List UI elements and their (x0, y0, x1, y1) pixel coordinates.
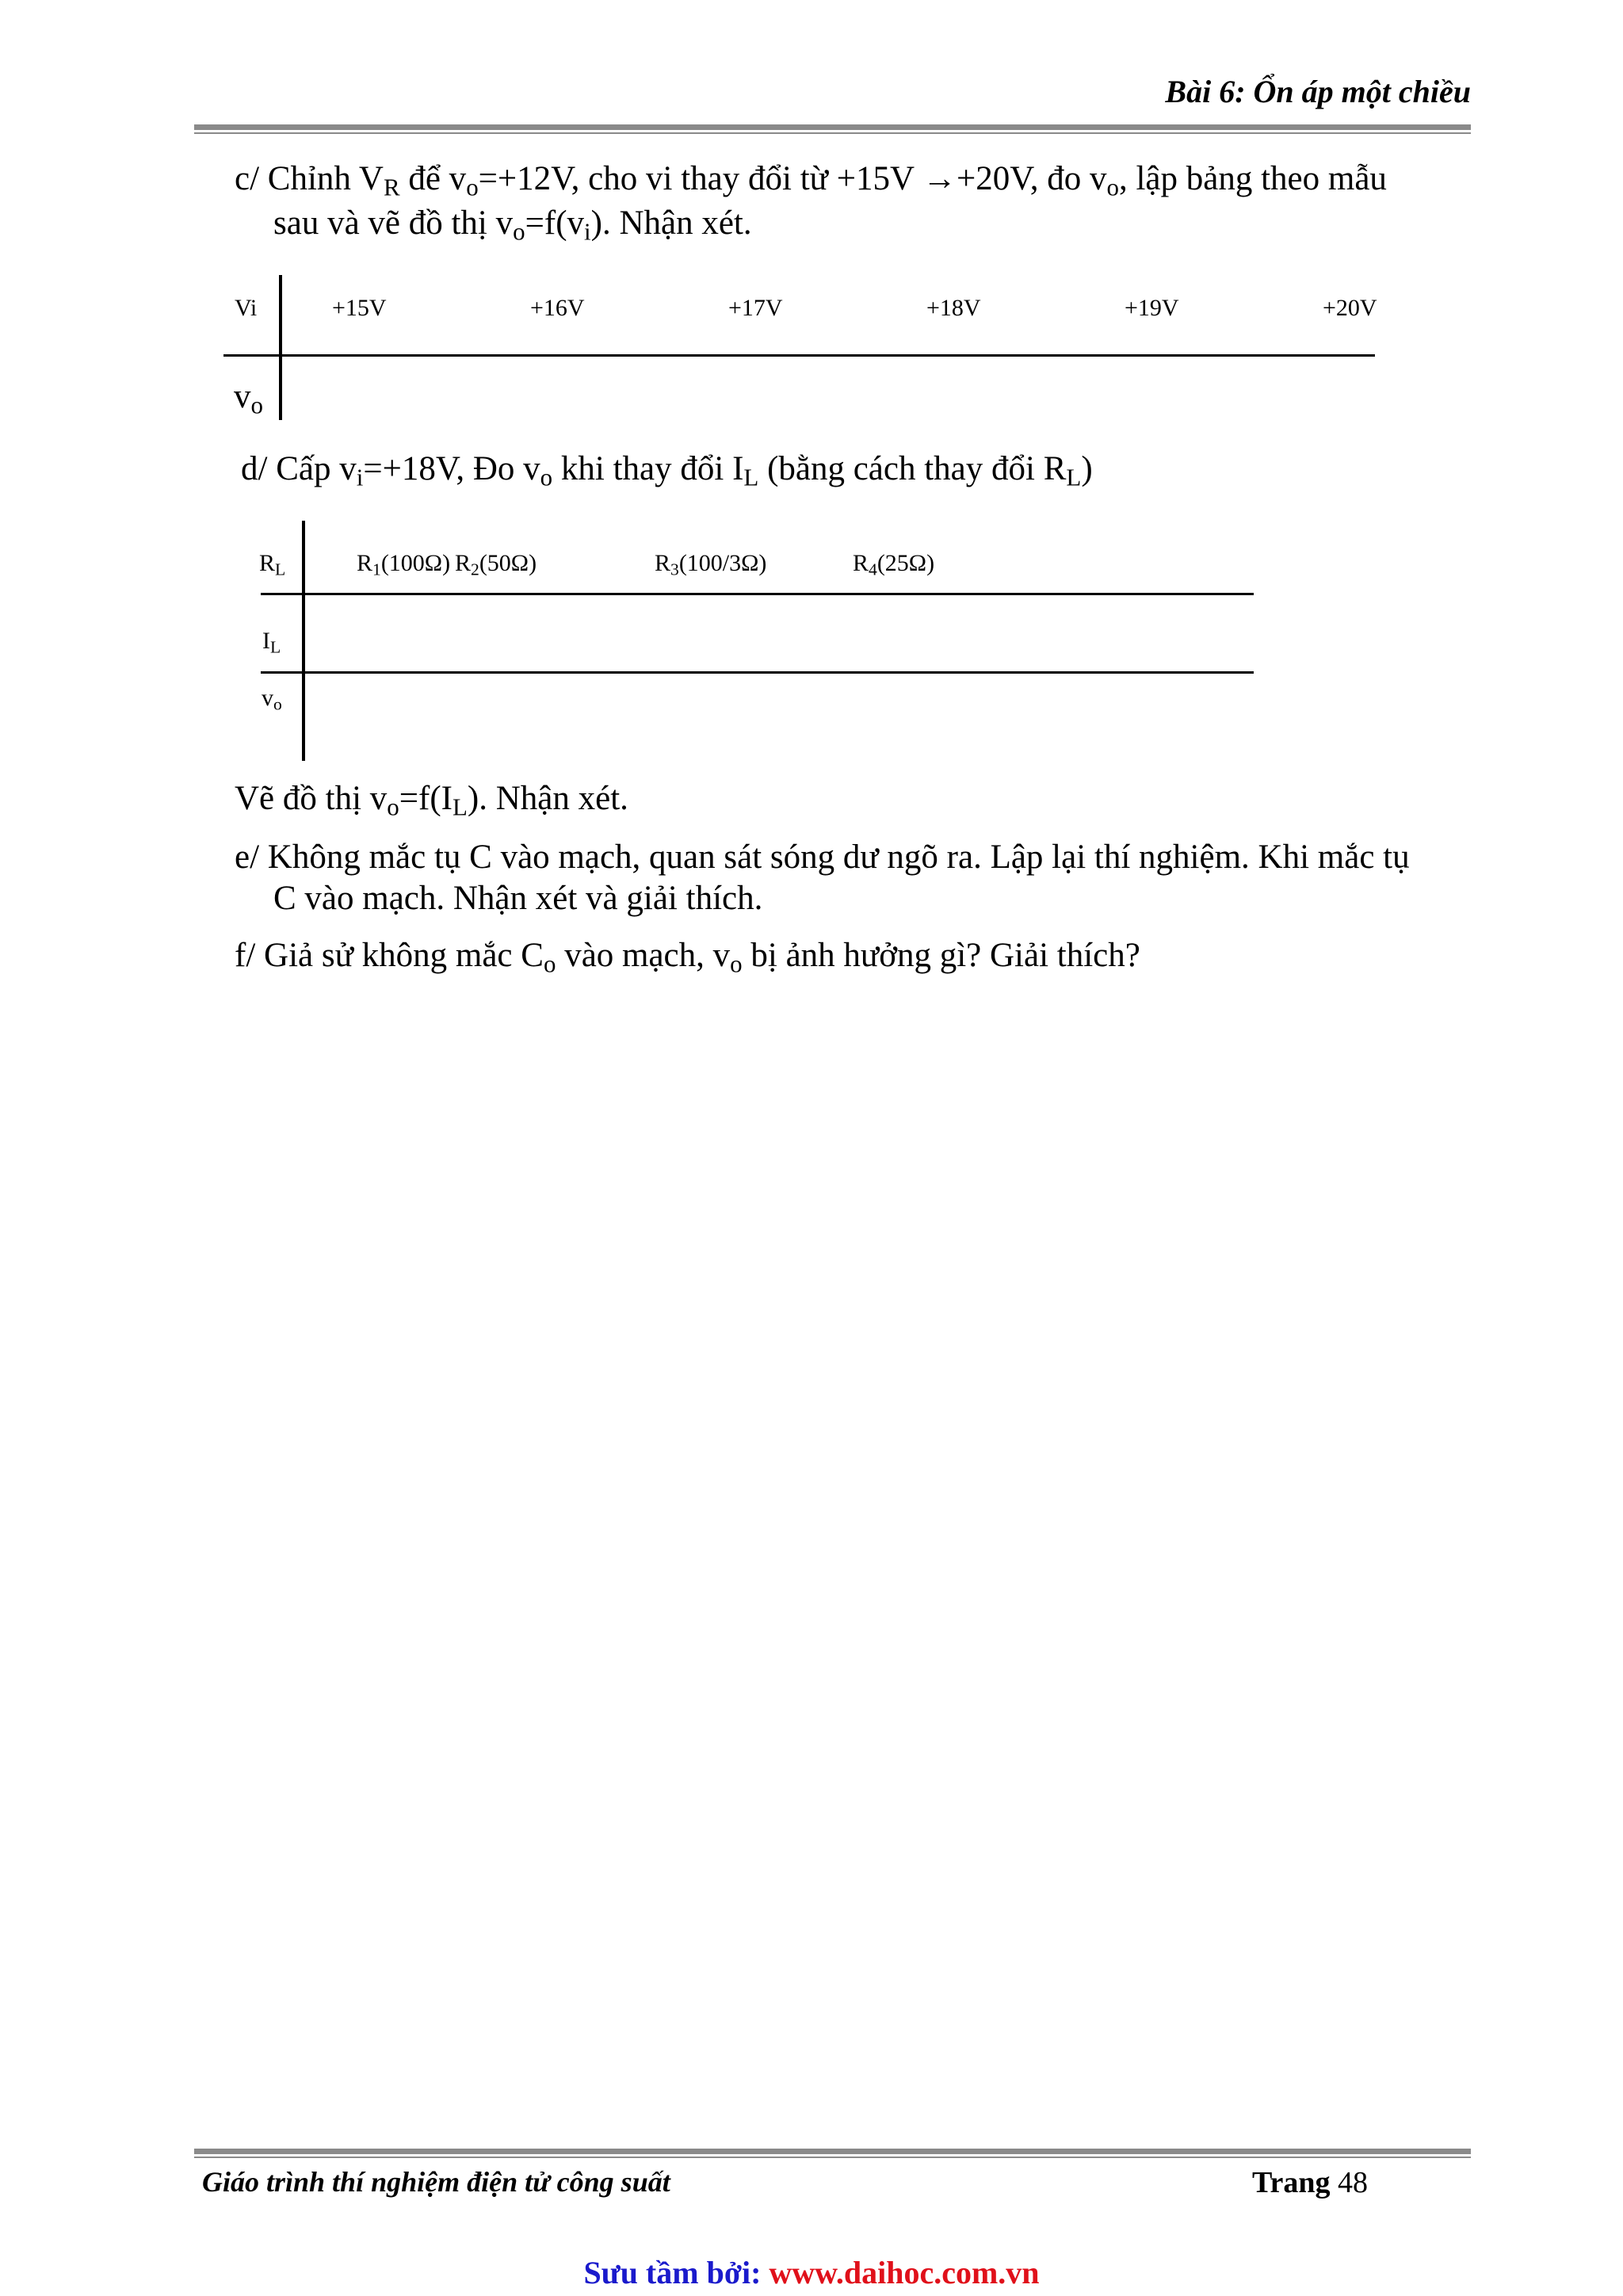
table2-resistor-cell: $R_1(100\Omega)$ (357, 550, 451, 579)
table1-value-cell: +19V (1125, 295, 1179, 321)
footer-book-title: Giáo trình thí nghiệm điện tử công suất (202, 2166, 670, 2198)
table1-value-cell: +15V (332, 295, 387, 321)
section-e-line2: C vào mạch. Nhận xét và giải thích. (273, 880, 763, 917)
source-link[interactable]: www.daihoc.com.vn (769, 2255, 1040, 2290)
table2-resistor-cell: $R_4(25\Omega)$ (853, 550, 935, 579)
arrow-icon: → (922, 160, 957, 197)
table1-value-cell: +16V (530, 295, 585, 321)
table2-row-label-il: $I_L$ (262, 628, 281, 657)
table2-resistor-cell: $R_2(50\Omega)$ (455, 550, 537, 579)
section-c-line1: c/ Chỉnh $V_R$ để $v_o=+12V$, cho vi thay đổi từ +15V →+20V, đo $v_o$, lập bảng theo mẫu (235, 160, 1387, 201)
chapter-title: Bài 6: Ổn áp một chiều (1165, 74, 1471, 109)
table1-value-cell: +17V (728, 295, 783, 321)
table2-row-label-vo: $v_o$ (262, 685, 282, 714)
section-e-line1: e/ Không mắc tụ C vào mạch, quan sát sóng dư ngõ ra. Lập lại thí nghiệm. Khi mắc tụ (235, 839, 1410, 876)
table1-row-label-vi: Vi (235, 295, 258, 321)
table1-vertical-line (279, 275, 282, 420)
table2-horizontal-line-1 (261, 593, 1254, 595)
header-rule-thin (194, 132, 1471, 134)
footer-rule-thick (194, 2149, 1471, 2154)
section-d-text: d/ Cấp $v_i=+18V$, Đo $v_o$ khi thay đổi $I_L$ (bằng cách thay đổi $R_L$) (241, 450, 1093, 491)
table1-value-cell: +18V (926, 295, 981, 321)
table2-row-label-rl: $R_L$ (259, 550, 286, 579)
source-credit: Sưu tầm bởi: www.daihoc.com.vn (583, 2255, 1040, 2290)
table1-horizontal-line (223, 354, 1375, 357)
table2-resistor-cell: $R_3(100/3\Omega)$ (655, 550, 767, 579)
table1-value-cell: +20V (1323, 295, 1377, 321)
footer-rule-thin (194, 2157, 1471, 2158)
section-c-line2: sau và vẽ đồ thị $v_o=f(v_i)$. Nhận xét. (273, 204, 752, 246)
header-rule-thick (194, 124, 1471, 130)
section-f-text: f/ Giả sử không mắc $C_o$ vào mạch, $v_o$ bị ảnh hưởng gì? Giải thích? (235, 937, 1140, 978)
page-number: Trang 48 (1252, 2166, 1369, 2199)
graph-instruction: Vẽ đồ thị $v_o=f(I_L)$. Nhận xét. (235, 780, 628, 821)
table2-vertical-line (302, 521, 305, 761)
table1-row-label-vo: $v_o$ (234, 378, 263, 419)
table2-horizontal-line-2 (261, 671, 1254, 674)
